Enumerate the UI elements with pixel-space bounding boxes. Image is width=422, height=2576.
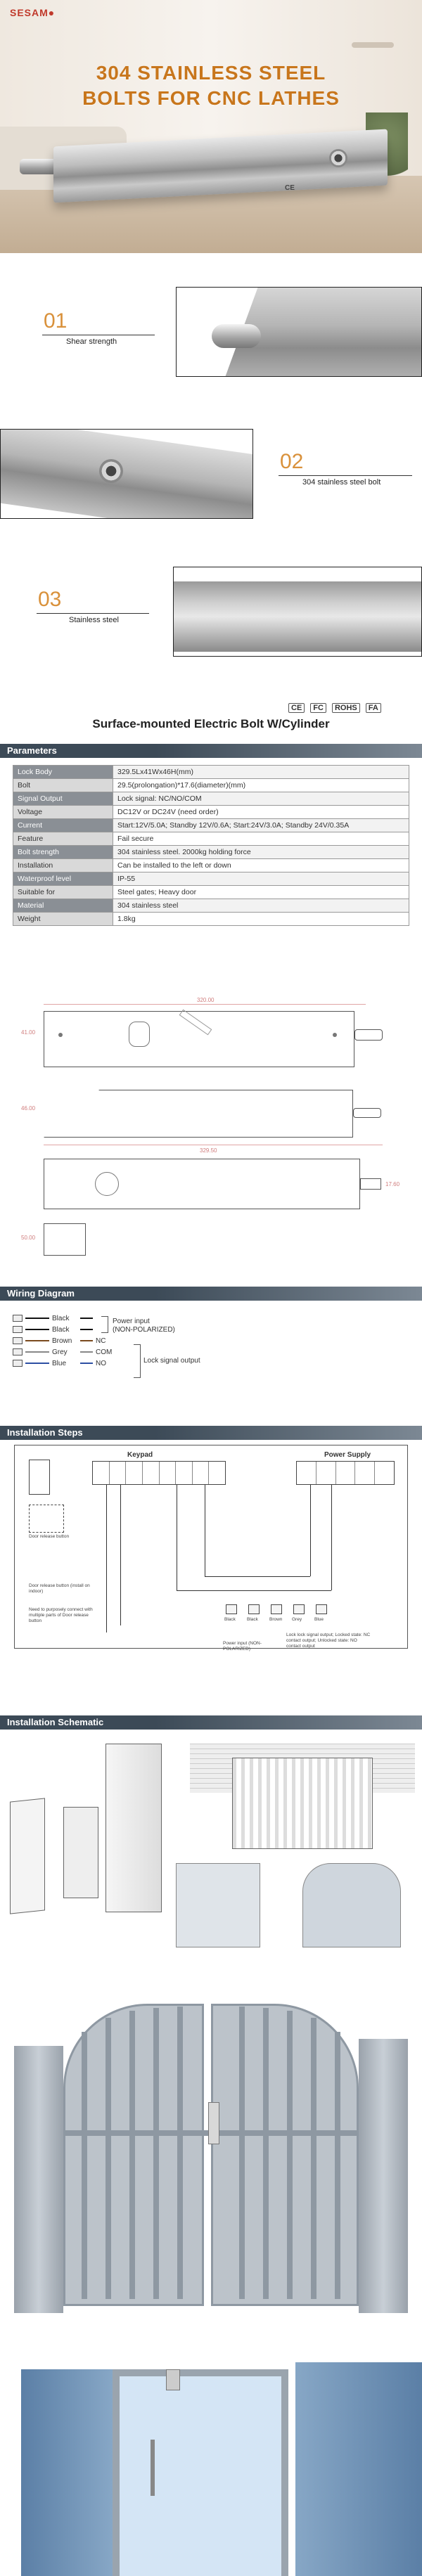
wire-signal-label: NO xyxy=(96,1359,106,1367)
feature-steel-body-image xyxy=(0,429,253,519)
parameter-row xyxy=(13,779,409,792)
lock-wire-label: Black xyxy=(224,1617,236,1622)
drawing-bolt-pin-outline xyxy=(353,1108,381,1118)
lock-wire-terminal xyxy=(226,1604,237,1614)
wire-row xyxy=(13,1358,106,1368)
hero-banner xyxy=(0,0,422,253)
dim-length-top: 320.00 xyxy=(197,997,215,1003)
parameter-value: Steel gates; Heavy door xyxy=(113,886,409,899)
brand-mark-icon: ● xyxy=(48,7,56,18)
feature-stainless-steel xyxy=(0,562,422,682)
feature-label: Stainless steel xyxy=(69,616,119,624)
power-supply-terminal-block xyxy=(296,1461,395,1485)
feature-cylinder-icon xyxy=(99,459,123,483)
gate-slat xyxy=(106,2018,111,2299)
gate-slat xyxy=(177,2007,183,2299)
brand-name: SESAM xyxy=(10,7,49,18)
gate-slat xyxy=(82,2032,87,2299)
wire-signal-label: NC xyxy=(96,1337,106,1345)
drawing-front-view xyxy=(44,1159,360,1209)
drawing-bolt-end xyxy=(360,1178,381,1190)
section-bar-installation-steps xyxy=(0,1426,422,1440)
parameter-row xyxy=(13,819,409,832)
drawing-cylinder-outline xyxy=(129,1022,150,1047)
wiring-power-label: Power input xyxy=(113,1318,150,1325)
parameter-row xyxy=(13,886,409,899)
hero-ce-mark: CE xyxy=(285,184,295,192)
parameter-value: IP-55 xyxy=(113,872,409,886)
wire-line xyxy=(25,1340,49,1341)
wire-color-label: Black xyxy=(52,1325,70,1334)
parameter-value: Can be installed to the left or down xyxy=(113,859,409,872)
parameter-key: Material xyxy=(13,899,113,913)
parameter-row xyxy=(13,899,409,913)
feature-image-box xyxy=(176,287,422,377)
wire-color-label: Grey xyxy=(52,1348,68,1356)
connector-icon xyxy=(13,1348,23,1355)
gate-left-post xyxy=(14,2046,63,2313)
gate-slat xyxy=(287,2011,293,2299)
wire-line xyxy=(25,1363,49,1364)
product-title: Surface-mounted Electric Bolt W/Cylinder xyxy=(92,717,330,730)
section-title: Parameters xyxy=(7,745,57,756)
wire-row xyxy=(13,1313,96,1323)
certification-marks xyxy=(288,703,381,713)
wire-row xyxy=(13,1347,112,1357)
dimension-drawings xyxy=(0,984,422,1266)
feature-divider xyxy=(37,613,149,614)
parameter-row xyxy=(13,792,409,806)
wiring-power-sub: (NON-POLARIZED) xyxy=(113,1326,175,1334)
parameter-key: Installation xyxy=(13,859,113,872)
schematic-lock-on-frame-image xyxy=(10,1798,45,1914)
wire-line xyxy=(80,1363,93,1364)
door-left-wall xyxy=(21,2369,113,2576)
wire-line xyxy=(25,1329,49,1330)
parameters-table xyxy=(13,765,409,926)
cert-fc-icon: FC xyxy=(310,703,326,713)
drawing-key-outline xyxy=(179,1010,212,1036)
wire-trace xyxy=(106,1485,107,1632)
exit-button-image xyxy=(29,1505,64,1533)
wire-line xyxy=(25,1318,49,1319)
parameter-row xyxy=(13,846,409,859)
parameter-row xyxy=(13,913,409,926)
parameter-row xyxy=(13,832,409,846)
parameter-row xyxy=(13,859,409,872)
power-supply-title: Power Supply xyxy=(324,1451,371,1459)
feature-shear-strength xyxy=(0,267,422,394)
hero-title-line2: BOLTS FOR CNC LATHES xyxy=(82,87,340,109)
wire-trace xyxy=(331,1485,332,1590)
section-bar-parameters xyxy=(0,744,422,758)
keypad-device-image xyxy=(29,1460,50,1495)
keypad-title: Keypad xyxy=(127,1451,153,1459)
section-title: Wiring Diagram xyxy=(7,1288,75,1299)
parameter-key: Weight xyxy=(13,913,113,926)
wire-row xyxy=(13,1325,96,1334)
connector-icon xyxy=(13,1337,23,1344)
feature-number: 02 xyxy=(280,450,304,473)
cert-ce-icon: CE xyxy=(288,703,305,713)
drawing-top-view xyxy=(44,1011,354,1067)
parameter-value: 304 stainless steel. 2000kg holding force xyxy=(113,846,409,859)
wire-color-label: Blue xyxy=(52,1359,67,1367)
section-title: Installation Schematic xyxy=(7,1717,104,1727)
wire-line xyxy=(25,1351,49,1353)
hero-cylinder-icon xyxy=(329,149,347,167)
door-right-wall xyxy=(295,2362,422,2576)
feature-number: 01 xyxy=(44,309,68,333)
parameter-key: Waterproof level xyxy=(13,872,113,886)
connector-icon xyxy=(13,1315,23,1322)
drawing-side-view xyxy=(44,1090,353,1138)
parameter-row xyxy=(13,766,409,779)
feature-steel-body-image xyxy=(174,581,422,652)
keypad-terminal-block xyxy=(92,1461,226,1485)
feature-bolt-pin-image xyxy=(212,324,261,348)
hero-lamp-image xyxy=(352,42,394,48)
door-handle xyxy=(151,2440,155,2496)
lock-wire-label: Grey xyxy=(292,1617,302,1622)
parameter-key: Voltage xyxy=(13,806,113,819)
gate-slat xyxy=(239,2007,245,2299)
parameter-row xyxy=(13,872,409,886)
schematic-bracket-image xyxy=(63,1807,98,1898)
lock-wire-label: Blue xyxy=(314,1617,324,1622)
dim-pin: 17.60 xyxy=(385,1181,400,1187)
wire-line xyxy=(80,1340,93,1341)
door-bolt-lock-image xyxy=(166,2369,180,2390)
installation-schematic-images xyxy=(0,1737,422,2576)
parameter-value: DC12V or DC24V (need order) xyxy=(113,806,409,819)
feature-label: 304 stainless steel bolt xyxy=(302,478,381,487)
drawing-bolt-pin-outline xyxy=(354,1029,383,1041)
gate-slat xyxy=(335,2032,340,2299)
parameter-key: Bolt strength xyxy=(13,846,113,859)
dim-height: 41.00 xyxy=(21,1029,36,1036)
parameter-value: Lock signal: NC/NO/COM xyxy=(113,792,409,806)
signal-bracket xyxy=(134,1344,141,1378)
wire-color-label: Brown xyxy=(52,1337,72,1345)
gate-bolt-lock-image xyxy=(208,2102,219,2144)
lock-wire-terminal xyxy=(293,1604,305,1614)
parameter-key: Feature xyxy=(13,832,113,846)
connector-icon xyxy=(13,1326,23,1333)
dim-length-side: 329.50 xyxy=(200,1147,217,1154)
install-note-exit-button: Door release button xyxy=(29,1534,70,1539)
wire-line xyxy=(80,1351,93,1353)
wire-line xyxy=(80,1318,93,1319)
feature-image-box xyxy=(173,567,422,657)
feature-stainless-bolt xyxy=(0,422,422,541)
parameter-key: Current xyxy=(13,819,113,832)
install-note-connect: Need to purposely connect with multiple parts of Door release button xyxy=(29,1607,93,1623)
wire-signal-label: COM xyxy=(96,1348,113,1356)
schematic-swing-door-image xyxy=(176,1863,260,1947)
install-note-signal: Lock lock signal output; Locked state: NC contact output; Unlocked state: NO contact output xyxy=(286,1632,371,1649)
lock-wire-label: Brown xyxy=(269,1617,283,1622)
section-title: Installation Steps xyxy=(7,1427,83,1438)
feature-divider xyxy=(279,475,412,476)
drawing-cylinder-circle xyxy=(95,1172,119,1196)
gate-slat xyxy=(263,2008,269,2299)
hero-title-line1: 304 STAINLESS STEEL xyxy=(96,62,326,84)
section-bar-installation-schematic xyxy=(0,1715,422,1730)
dim-side-height: 46.00 xyxy=(21,1105,36,1112)
feature-number: 03 xyxy=(38,588,62,611)
dim-line-top xyxy=(44,1004,366,1005)
lock-wire-terminal xyxy=(271,1604,282,1614)
feature-label: Shear strength xyxy=(66,337,117,346)
parameter-value: 1.8kg xyxy=(113,913,409,926)
install-note-indoor: Door release button (install on indoor) xyxy=(29,1583,90,1594)
schematic-double-gate-image xyxy=(302,1863,401,1947)
schematic-door-frame-image xyxy=(106,1744,162,1912)
dim-depth: 50.00 xyxy=(21,1235,36,1241)
connector-icon xyxy=(13,1360,23,1367)
wire-color-label: Black xyxy=(52,1314,70,1322)
parameter-value: 29.5(prolongation)*17.6(diameter)(mm) xyxy=(113,779,409,792)
gate-right-post xyxy=(359,2039,408,2313)
parameter-key: Bolt xyxy=(13,779,113,792)
wire-row xyxy=(13,1336,106,1346)
cert-rohs-icon: ROHS xyxy=(332,703,360,713)
wire-line xyxy=(80,1329,93,1330)
parameter-value: 304 stainless steel xyxy=(113,899,409,913)
wire-trace xyxy=(310,1485,311,1576)
install-note-power: Power input (NON-POLARIZED) xyxy=(223,1641,262,1651)
gate-slat xyxy=(129,2011,135,2299)
schematic-sliding-gate-image xyxy=(232,1758,373,1849)
drawing-end-view xyxy=(44,1223,86,1256)
lock-wire-terminal xyxy=(248,1604,260,1614)
power-bracket xyxy=(101,1316,108,1333)
wire-trace xyxy=(177,1590,331,1591)
brand-logo xyxy=(10,7,55,18)
cert-fa-icon: FA xyxy=(366,703,381,713)
section-bar-wiring xyxy=(0,1287,422,1301)
drawing-screw-hole xyxy=(333,1033,337,1037)
parameter-key: Lock Body xyxy=(13,766,113,779)
feature-image-box xyxy=(0,429,253,519)
parameter-value: Fail secure xyxy=(113,832,409,846)
lock-wire-terminal xyxy=(316,1604,327,1614)
wire-trace xyxy=(205,1576,310,1577)
installation-wiring-diagram xyxy=(14,1445,408,1649)
gate-slat xyxy=(153,2008,159,2299)
door-glass-panel xyxy=(113,2369,288,2576)
parameter-value: 329.5Lx41Wx46H(mm) xyxy=(113,766,409,779)
parameter-key: Suitable for xyxy=(13,886,113,899)
gate-slat xyxy=(311,2018,316,2299)
drawing-screw-hole xyxy=(58,1033,63,1037)
parameter-row xyxy=(13,806,409,819)
lock-wire-label: Black xyxy=(247,1617,258,1622)
parameter-key: Signal Output xyxy=(13,792,113,806)
parameter-value: Start:12V/5.0A; Standby 12V/0.6A; Start:24V/3.0A; Standby 24V/0.35A xyxy=(113,819,409,832)
wire-trace xyxy=(120,1485,121,1625)
wiring-signal-label: Lock signal output xyxy=(143,1357,200,1365)
